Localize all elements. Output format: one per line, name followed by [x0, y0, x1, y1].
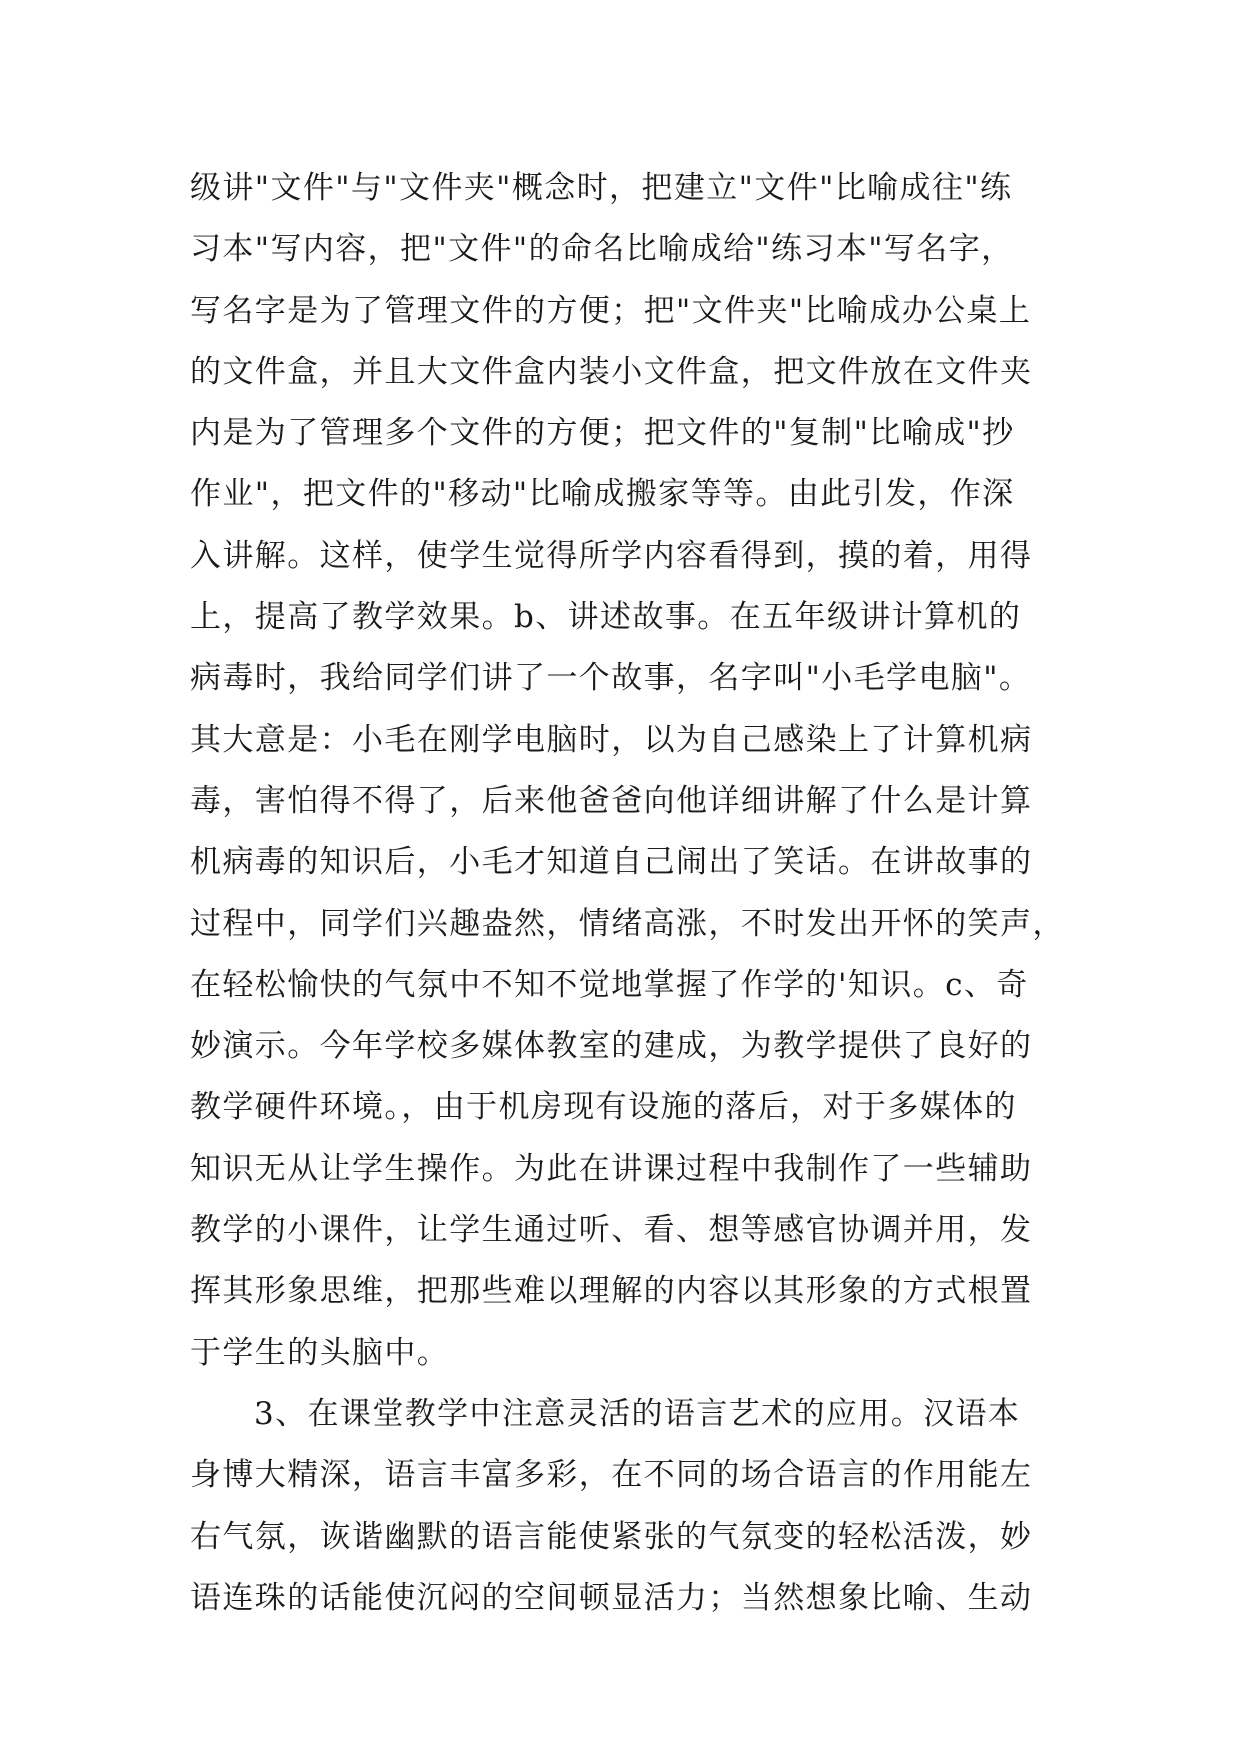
text-line: 于学生的头脑中。: [190, 1334, 450, 1371]
text-line: 知识无从让学生操作。为此在讲课过程中我制作了一些辅助: [190, 1150, 1033, 1187]
text-line: 身博大精深，语言丰富多彩，在不同的场合语言的作用能左: [190, 1457, 1033, 1494]
text-line: 习本"写内容，把"文件"的命名比喻成给"练习本"写名字，: [190, 231, 1014, 268]
text-line: 上，提高了教学效果。b、讲述故事。在五年级讲计算机的: [190, 599, 1022, 636]
text-line: 内是为了管理多个文件的方便；把文件的"复制"比喻成"抄: [190, 415, 1015, 452]
text-line: 教学硬件环境。，由于机房现有设施的落后，对于多媒体的: [190, 1089, 1017, 1126]
text-line: 在轻松愉快的气氛中不知不觉地掌握了作学的'知识。c、奇: [190, 966, 1029, 1003]
text-line: 毒，害怕得不得了，后来他爸爸向他详细讲解了什么是计算: [190, 782, 1033, 819]
body-text: [190, 158, 1070, 1629]
text-line: 作业"，把文件的"移动"比喻成搬家等等。由此引发，作深: [190, 476, 1015, 513]
text-line: 挥其形象思维，把那些难以理解的内容以其形象的方式根置: [190, 1273, 1033, 1310]
text-line: 机病毒的知识后，小毛才知道自己闹出了笑话。在讲故事的: [190, 844, 1033, 881]
text-line: 的文件盒，并且大文件盒内装小文件盒，把文件放在文件夹: [190, 353, 1033, 390]
text-line: 教学的小课件，让学生通过听、看、想等感官协调并用，发: [190, 1212, 1033, 1249]
text-line: 病毒时，我给同学们讲了一个故事，名字叫"小毛学电脑"。: [190, 660, 1032, 697]
text-line: 右气氛，诙谐幽默的语言能使紧张的气氛变的轻松活泼，妙: [190, 1518, 1033, 1555]
text-line: 其大意是：小毛在刚学电脑时，以为自己感染上了计算机病: [190, 721, 1033, 758]
text-line: 妙演示。今年学校多媒体教室的建成，为教学提供了良好的: [190, 1028, 1033, 1065]
text-line: 写名字是为了管理文件的方便；把"文件夹"比喻成办公桌上: [190, 292, 1032, 329]
text-line: 语连珠的话能使沉闷的空间顿显活力；当然想象比喻、生动: [190, 1579, 1033, 1616]
text-line: 入讲解。这样，使学生觉得所学内容看得到，摸的着，用得: [190, 537, 1033, 574]
text-line: 级讲"文件"与"文件夹"概念时，把建立"文件"比喻成往"练: [190, 170, 1013, 206]
text-line: 过程中，同学们兴趣盎然，情绪高涨，不时发出开怀的笑声，: [190, 905, 1065, 942]
paragraph-start-line: 3、在课堂教学中注意灵活的语言艺术的应用。汉语本: [254, 1395, 1021, 1432]
